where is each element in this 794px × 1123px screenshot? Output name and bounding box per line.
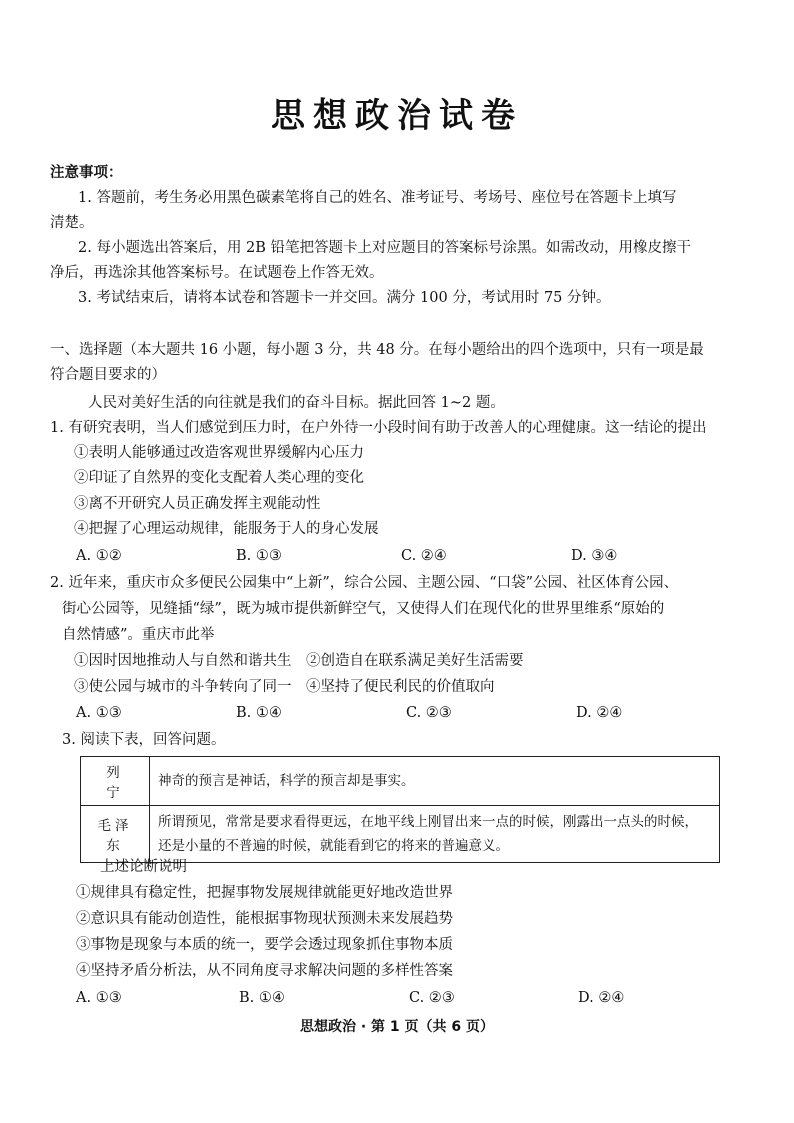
q2-stem-line-1: 2. 近年来，重庆市众多便民公园集中“上新”，综合公园、主题公园、“口袋”公园、社区体育公园、 bbox=[50, 575, 679, 591]
q2-option-c: C. ②③ bbox=[406, 705, 452, 721]
notice-item-2-line-1: 2. 每小题选出答案后，用 2B 铅笔把答题卡上对应题目的答案标号涂黑。如需改动，用橡皮擦干 bbox=[78, 240, 692, 256]
q2-stem-line-2: 街心公园等，见缝插“绿”，既为城市提供新鲜空气，又使得人们在现代化的世界里维系“原始的 bbox=[62, 601, 665, 617]
quote-author-lenin: 列 宁 bbox=[81, 757, 150, 806]
notice-item-1-line-1: 1. 答题前，考生务必用黑色碳素笔将自己的姓名、准考证号、考场号、座位号在答题卡上填写 bbox=[78, 190, 677, 206]
q1-option-a: A. ①② bbox=[76, 548, 122, 564]
table-row bbox=[81, 806, 720, 863]
q1-options bbox=[76, 546, 716, 566]
page-title: 思想政治试卷 bbox=[271, 96, 523, 136]
notice-item-1-line-2: 清楚。 bbox=[50, 215, 94, 231]
q2-options bbox=[76, 703, 716, 723]
q2-statements-3-4: ③使公园与城市的斗争转向了同一 ④坚持了便民利民的价值取向 bbox=[74, 679, 495, 695]
q3-statement-3: ③事物是现象与本质的统一，要学会透过现象抓住事物本质 bbox=[76, 937, 453, 953]
q3-option-d: D. ②④ bbox=[578, 990, 625, 1006]
q3-option-b: B. ①④ bbox=[239, 990, 285, 1006]
q2-option-d: D. ②④ bbox=[576, 705, 623, 721]
q3-statement-2: ②意识具有能动创造性，能根据事物现状预测未来发展趋势 bbox=[76, 911, 453, 927]
q1-option-c: C. ②④ bbox=[401, 548, 447, 564]
notice-item-2-line-2: 净后，再选涂其他答案标号。在试题卷上作答无效。 bbox=[50, 265, 384, 281]
table-row bbox=[81, 757, 720, 806]
quote-table bbox=[80, 756, 720, 863]
q2-option-a: A. ①③ bbox=[76, 705, 122, 721]
q1-statement-3: ③离不开研究人员正确发挥主观能动性 bbox=[74, 496, 321, 512]
notice-item-3: 3. 考试结束后，请将本试卷和答题卡一并交回。满分 100 分，考试用时 75 分钟。 bbox=[78, 290, 611, 306]
q3-lead: 上述论断说明 bbox=[100, 859, 187, 875]
q1-stem: 1. 有研究表明，当人们感觉到压力时，在户外待一小段时间有助于改善人的心理健康。这一结论的提出 bbox=[50, 420, 707, 436]
section-intro: 人民对美好生活的向往就是我们的奋斗目标。据此回答 1~2 题。 bbox=[88, 395, 505, 411]
quote-author-mao: 毛泽东 bbox=[81, 806, 150, 863]
q3-options bbox=[76, 988, 716, 1008]
q2-stem-line-3: 自然情感”。重庆市此举 bbox=[62, 627, 215, 643]
q2-statements-1-2: ①因时因地推动人与自然和谐共生 ②创造自在联系满足美好生活需要 bbox=[74, 653, 524, 669]
q3-statement-4: ④坚持矛盾分析法，从不同角度寻求解决问题的多样性答案 bbox=[76, 963, 453, 979]
quote-text-mao: 所谓预见，常常是要求看得更远，在地平线上刚冒出来一点的时候，刚露出一点头的时候，还是小量的不普遍的时候，就能看到它的将来的普遍意义。 bbox=[150, 806, 720, 863]
page-footer: 思想政治 · 第 1 页（共 6 页） bbox=[299, 1019, 495, 1035]
q3-option-a: A. ①③ bbox=[76, 990, 122, 1006]
q1-option-b: B. ①③ bbox=[236, 548, 282, 564]
q3-stem: 3. 阅读下表，回答问题。 bbox=[62, 732, 226, 748]
q1-statement-2: ②印证了自然界的变化支配着人类心理的变化 bbox=[74, 470, 364, 486]
q2-option-b: B. ①④ bbox=[236, 705, 282, 721]
q3-statement-1: ①规律具有稳定性，把握事物发展规律就能更好地改造世界 bbox=[76, 885, 453, 901]
q1-option-d: D. ③④ bbox=[571, 548, 618, 564]
q3-option-c: C. ②③ bbox=[409, 990, 455, 1006]
quote-text-lenin: 神奇的预言是神话，科学的预言却是事实。 bbox=[150, 757, 720, 806]
section-heading-line-1: 一、选择题（本大题共 16 小题，每小题 3 分，共 48 分。在每小题给出的四个选项中，只有一项是最 bbox=[50, 342, 704, 358]
q1-statement-4: ④把握了心理运动规律，能服务于人的身心发展 bbox=[74, 521, 379, 537]
section-heading-line-2: 符合题目要求的） bbox=[50, 367, 166, 383]
notice-heading: 注意事项： bbox=[50, 165, 123, 181]
q1-statement-1: ①表明人能够通过改造客观世界缓解内心压力 bbox=[74, 445, 364, 461]
